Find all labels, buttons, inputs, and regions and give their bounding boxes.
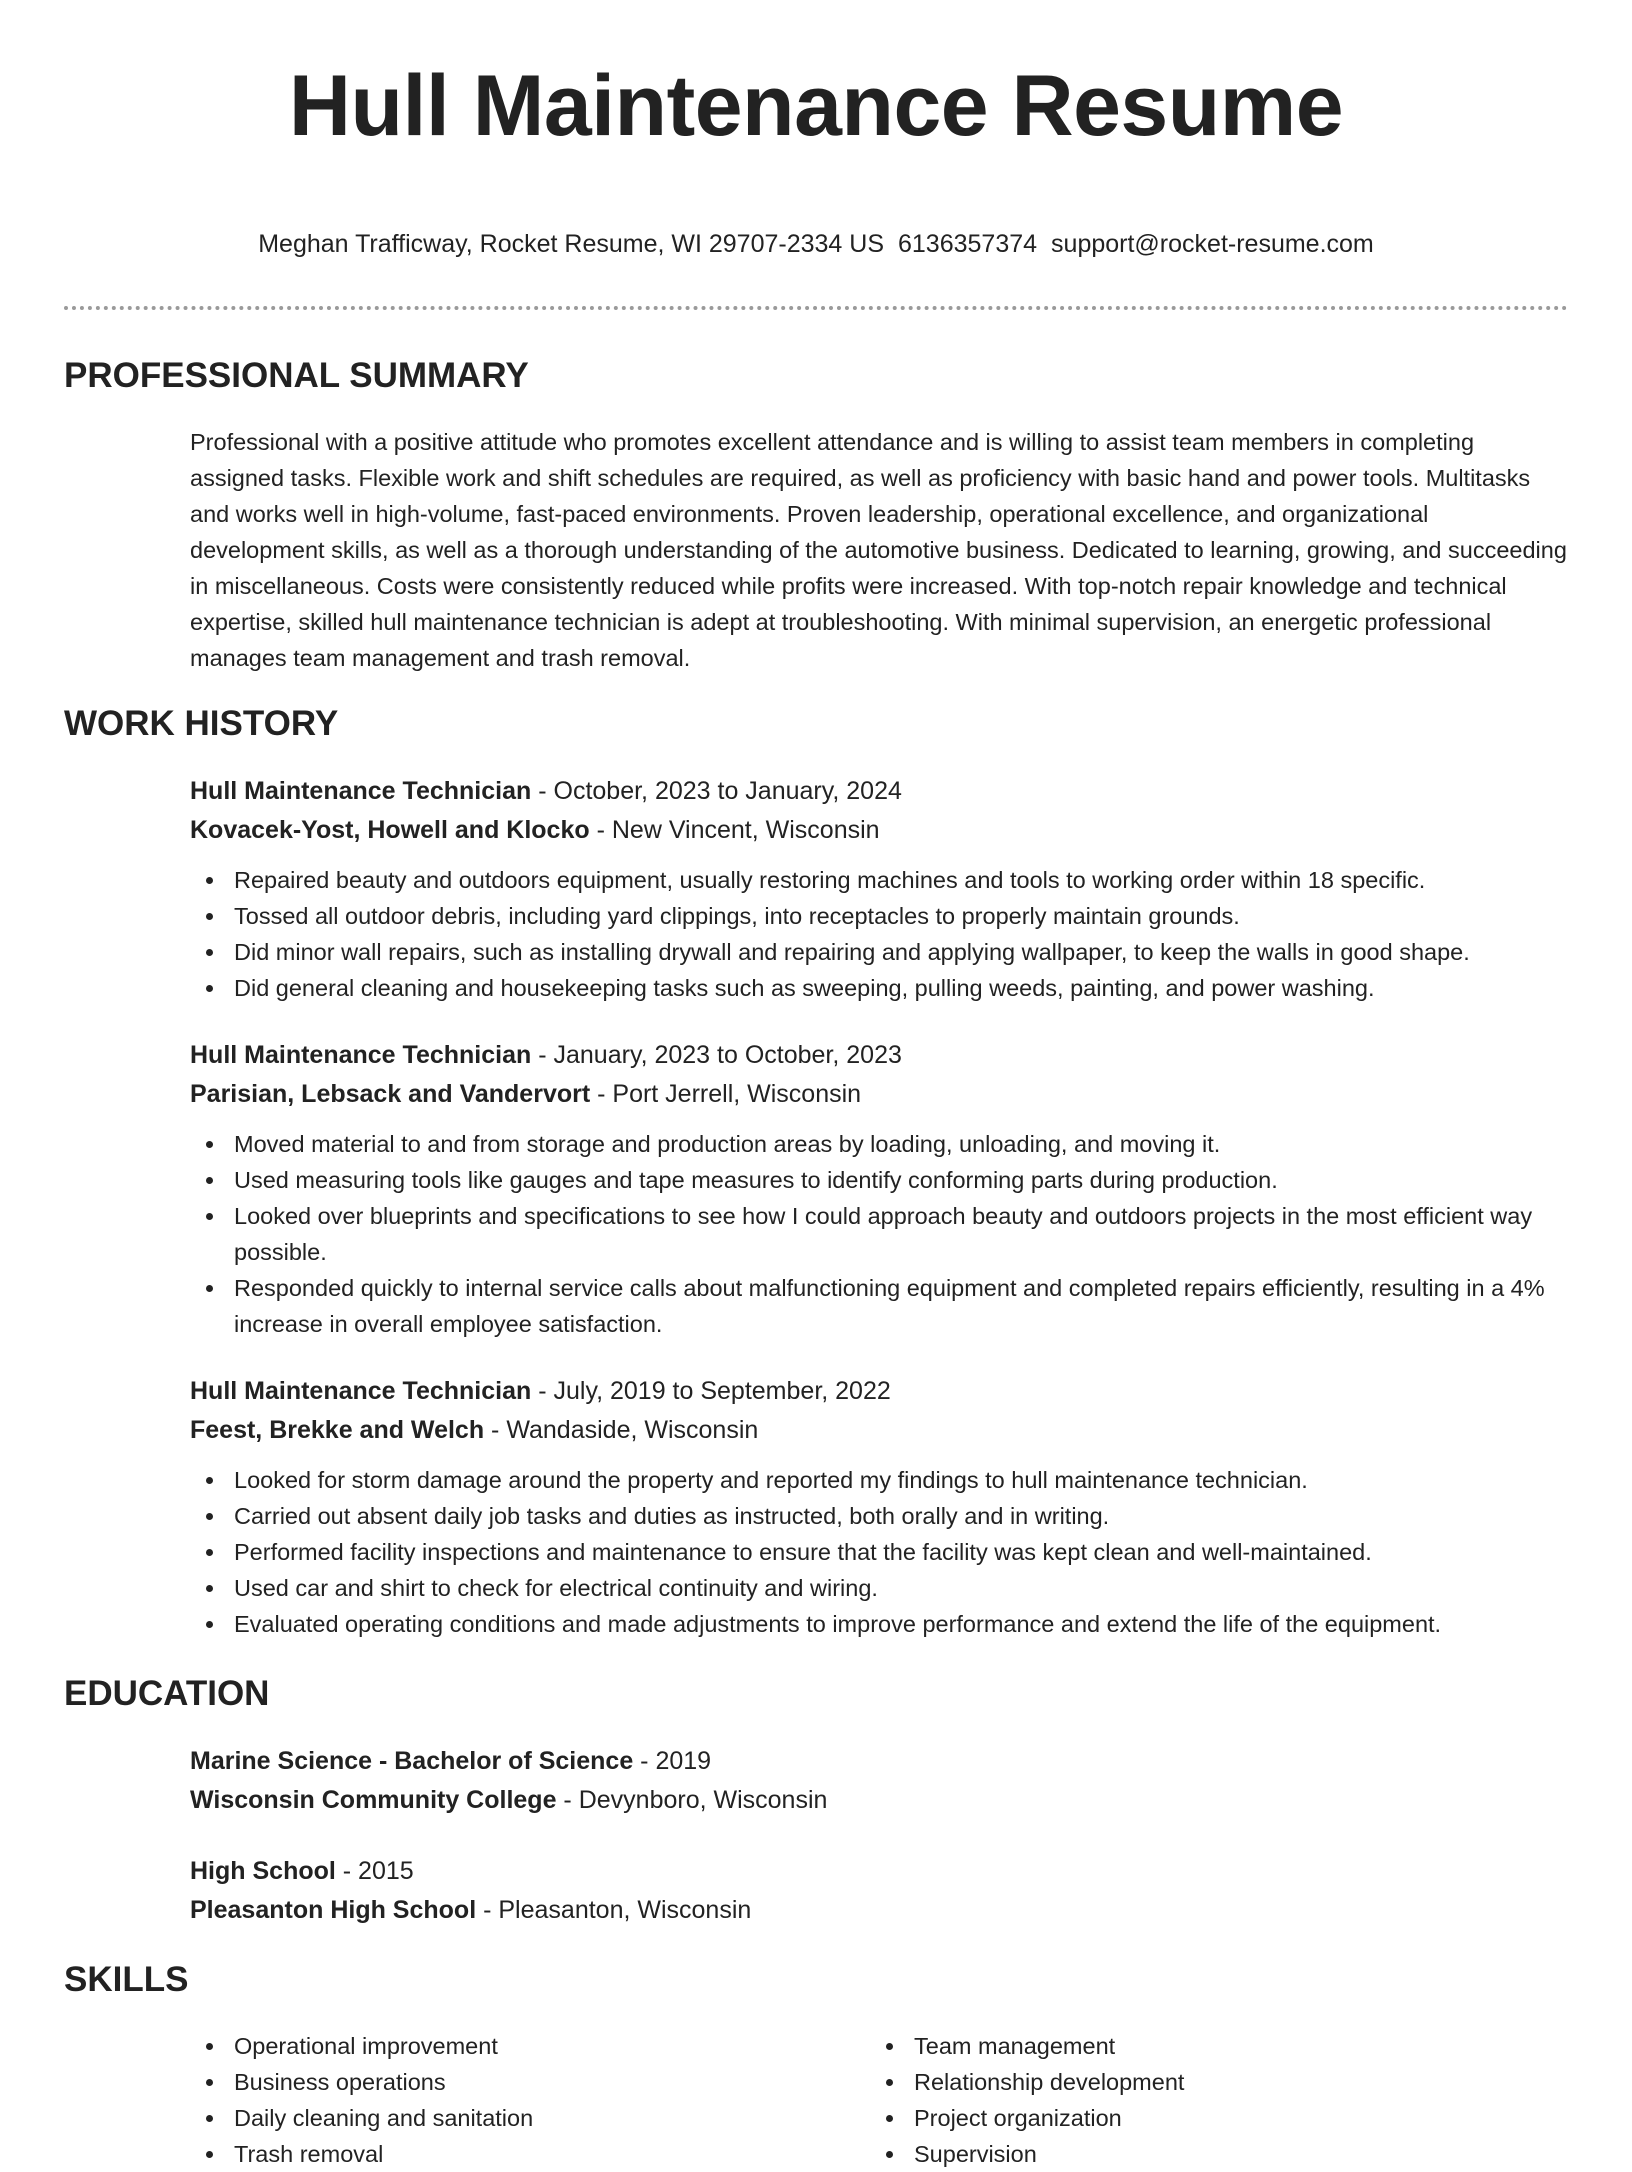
resume-title: Hull Maintenance Resume xyxy=(288,58,1344,154)
skill-item: Trash removal xyxy=(190,2136,870,2172)
contact-phone: 6136357374 xyxy=(898,230,1038,258)
education-degree: Marine Science - Bachelor of Science xyxy=(190,1747,634,1775)
job-dates: - January, 2023 to October, 2023 xyxy=(531,1041,902,1069)
job-company: Parisian, Lebsack and Vandervort xyxy=(190,1080,591,1108)
section-title-education: EDUCATION xyxy=(64,1674,270,1713)
job-dates: - July, 2019 to September, 2022 xyxy=(531,1377,891,1405)
job-bullet: Repaired beauty and outdoors equipment, usually restoring machines and tools to working order within 18 specific. xyxy=(190,862,1568,898)
job-bullet: Moved material to and from storage and production areas by loading, unloading, and moving it. xyxy=(190,1126,1568,1162)
job-title: Hull Maintenance Technician xyxy=(190,1377,532,1405)
job-entry xyxy=(190,1372,1568,1642)
job-bullet: Used measuring tools like gauges and tape measures to identify conforming parts during production. xyxy=(190,1162,1568,1198)
job-bullet: Used car and shirt to check for electrical continuity and wiring. xyxy=(190,1570,1568,1606)
education-entry xyxy=(190,1852,1568,1930)
job-bullet: Responded quickly to internal service calls about malfunctioning equipment and completed repairs efficiently, resulting in a 4% increase in overall employee satisfaction. xyxy=(190,1270,1568,1342)
job-bullets xyxy=(190,1462,1568,1642)
job-company: Kovacek-Yost, Howell and Klocko xyxy=(190,816,590,844)
summary-text: Professional with a positive attitude who promotes excellent attendance and is willing to assist team members in completing assigned tasks. Flexible work and shift schedules are required, as well as proficiency with basic hand and power tools. Multitasks and works well in high-volume, fast-paced environments. Proven leadership, operational excellence, and organizational development skills, as well as a thorough understanding of the automotive business. Dedicated to learning, growing, and succeeding in miscellaneous. Costs were consistently reduced while profits were increased. With top-notch repair knowledge and technical expertise, skilled hull maintenance technician is adept at troubleshooting. With minimal supervision, an energetic professional manages team management and trash removal. xyxy=(190,429,1567,671)
job-location: - New Vincent, Wisconsin xyxy=(589,816,880,844)
job-title-line xyxy=(190,772,1568,811)
contact-email: support@rocket-resume.com xyxy=(1051,230,1374,258)
skill-item: Project organization xyxy=(870,2100,1550,2136)
job-title-line xyxy=(190,1372,1568,1411)
job-company: Feest, Brekke and Welch xyxy=(190,1416,485,1444)
job-bullet: Tossed all outdoor debris, including yard clippings, into receptacles to properly maintain grounds. xyxy=(190,898,1568,934)
job-bullet: Performed facility inspections and maintenance to ensure that the facility was kept clean and well-maintained. xyxy=(190,1534,1568,1570)
skill-item: Team management xyxy=(870,2028,1550,2064)
education-school-line xyxy=(190,1781,1568,1820)
job-location: - Wandaside, Wisconsin xyxy=(484,1416,759,1444)
skills-list xyxy=(190,2028,1568,2172)
skills-column-left xyxy=(190,2028,870,2172)
header-divider xyxy=(64,306,1568,310)
job-entry xyxy=(190,772,1568,1006)
education-degree: High School xyxy=(190,1857,336,1885)
job-dates: - October, 2023 to January, 2024 xyxy=(531,777,902,805)
education-year: - 2019 xyxy=(633,1747,712,1775)
education-school: Wisconsin Community College xyxy=(190,1786,557,1814)
job-company-line xyxy=(190,1411,1568,1450)
job-bullet: Did general cleaning and housekeeping tasks such as sweeping, pulling weeds, painting, and power washing. xyxy=(190,970,1568,1006)
skill-item: Daily cleaning and sanitation xyxy=(190,2100,870,2136)
skill-item: Supervision xyxy=(870,2136,1550,2172)
skills-column-right xyxy=(870,2028,1550,2172)
contact-info xyxy=(64,226,1568,262)
education-location: - Devynboro, Wisconsin xyxy=(556,1786,828,1814)
job-company-line xyxy=(190,1075,1568,1114)
job-entry xyxy=(190,1036,1568,1342)
education-location: - Pleasanton, Wisconsin xyxy=(476,1896,752,1924)
skill-item: Business operations xyxy=(190,2064,870,2100)
skill-item: Operational improvement xyxy=(190,2028,870,2064)
job-bullets xyxy=(190,1126,1568,1342)
job-bullet: Evaluated operating conditions and made adjustments to improve performance and extend the life of the equipment. xyxy=(190,1606,1568,1642)
job-bullet: Looked over blueprints and specifications to see how I could approach beauty and outdoors projects in the most efficient way possible. xyxy=(190,1198,1568,1270)
job-title: Hull Maintenance Technician xyxy=(190,777,532,805)
job-title-line xyxy=(190,1036,1568,1075)
education-year: - 2015 xyxy=(335,1857,414,1885)
job-title: Hull Maintenance Technician xyxy=(190,1041,532,1069)
section-title-work-history: WORK HISTORY xyxy=(64,704,339,743)
job-bullet: Carried out absent daily job tasks and duties as instructed, both orally and in writing. xyxy=(190,1498,1568,1534)
education-degree-line xyxy=(190,1742,1568,1781)
skill-item: Relationship development xyxy=(870,2064,1550,2100)
job-bullet: Did minor wall repairs, such as installing drywall and repairing and applying wallpaper, to keep the walls in good shape. xyxy=(190,934,1568,970)
section-title-summary: PROFESSIONAL SUMMARY xyxy=(64,356,529,395)
education-school: Pleasanton High School xyxy=(190,1896,477,1924)
job-location: - Port Jerrell, Wisconsin xyxy=(590,1080,862,1108)
job-company-line xyxy=(190,811,1568,850)
job-bullet: Looked for storm damage around the property and reported my findings to hull maintenance technician. xyxy=(190,1462,1568,1498)
education-school-line xyxy=(190,1891,1568,1930)
resume-page xyxy=(64,0,1568,2172)
education-entry xyxy=(190,1742,1568,1820)
job-bullets xyxy=(190,862,1568,1006)
contact-address: Meghan Trafficway, Rocket Resume, WI 29707-2334 US xyxy=(258,230,884,258)
education-degree-line xyxy=(190,1852,1568,1891)
section-title-skills: SKILLS xyxy=(64,1960,189,1999)
